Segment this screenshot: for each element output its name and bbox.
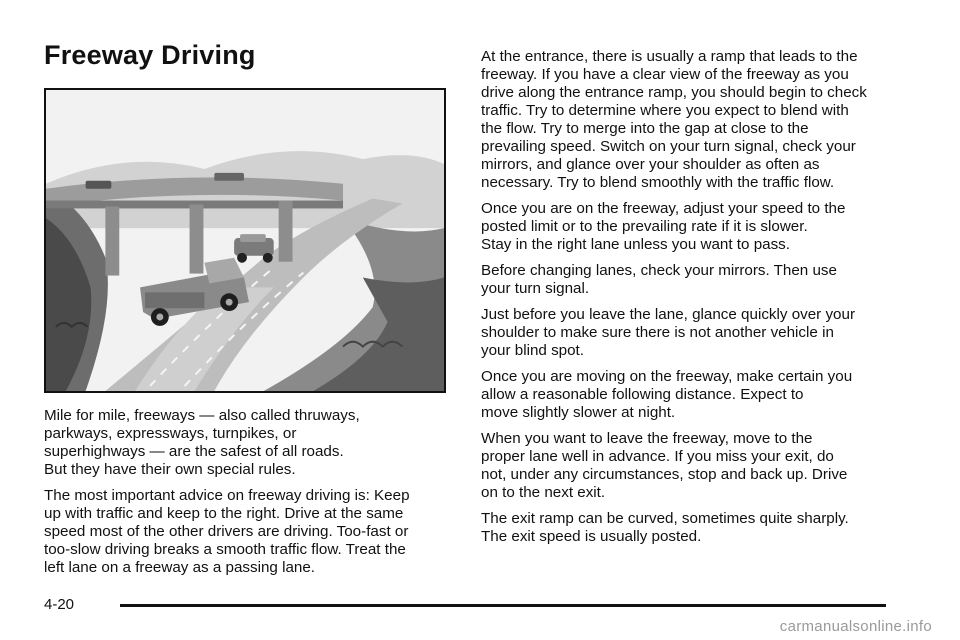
watermark: carmanualsonline.info bbox=[779, 618, 932, 635]
left-column bbox=[44, 407, 444, 585]
page-title: Freeway Driving bbox=[44, 40, 256, 70]
paragraph: At the entrance, there is usually a ramp that leads to the freeway. If you have a clear view of the freeway as you drive along the entrance ramp, you should begin to check traffic. Try to determine where you expect to blend with the flow. Try to merge into the gap at close to the prevailing speed. Switch on your turn signal, check your mirrors, and glance over your shoulder as often as necessary. Try to blend smoothly with the traffic flow. bbox=[481, 48, 867, 191]
page-number: 4-20 bbox=[44, 596, 75, 613]
paragraph: Before changing lanes, check your mirrors. Then use your turn signal. bbox=[481, 262, 837, 297]
footer-rule bbox=[120, 604, 886, 607]
paragraph: Just before you leave the lane, glance quickly over your shoulder to make sure there is not another vehicle in your blind spot. bbox=[481, 306, 855, 359]
paragraph: When you want to leave the freeway, move to the proper lane well in advance. If you miss your exit, do not, under any circumstances, stop and back up. Drive on to the next exit. bbox=[481, 430, 848, 501]
paragraph: The most important advice on freeway driving is: Keep up with traffic and keep to the right. Drive at the same speed most of the other drivers are driving. Too-fast or too-slow driving breaks a smooth traffic flow. Treat the left lane on a freeway as a passing lane. bbox=[44, 487, 410, 576]
freeway-illustration bbox=[44, 88, 446, 393]
paragraph: Once you are on the freeway, adjust your speed to the posted limit or to the prevailing rate if it is slower. Stay in the right lane unless you want to pass. bbox=[481, 200, 846, 253]
paragraph: Once you are moving on the freeway, make certain you allow a reasonable following distance. Expect to move slightly slower at night. bbox=[481, 368, 853, 421]
paragraph: Mile for mile, freeways — also called thruways, parkways, expressways, turnpikes, or superhighways — are the safest of all roads. But they have their own special rules. bbox=[44, 407, 360, 478]
freeway-overpass-illustration-icon bbox=[46, 90, 444, 391]
paragraph: The exit ramp can be curved, sometimes quite sharply. The exit speed is usually posted. bbox=[481, 510, 849, 545]
right-column bbox=[481, 48, 901, 554]
